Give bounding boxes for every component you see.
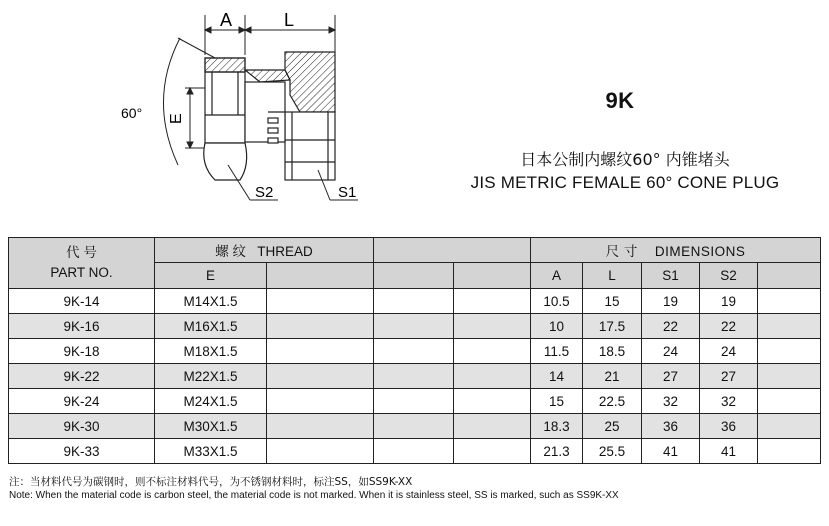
- cell-thread: M16X1.5: [155, 314, 267, 339]
- s1-label: S1: [338, 184, 357, 201]
- cell-s1: 32: [642, 389, 700, 414]
- cell-l: 25.5: [583, 439, 642, 464]
- cell-a: 18.3: [531, 414, 583, 439]
- cell-thread: M22X1.5: [155, 364, 267, 389]
- cell-blank: [758, 289, 821, 314]
- product-title-en: JIS METRIC FEMALE 60° CONE PLUG: [470, 173, 780, 192]
- blank-sub-header-4: [758, 263, 821, 289]
- cell-blank: [267, 339, 374, 364]
- product-code: 9K: [605, 88, 635, 113]
- cell-blank: [758, 414, 821, 439]
- table-row: [9, 289, 821, 314]
- blank-sub-header-1: [267, 263, 374, 289]
- part-no-header-cn: 代 号: [66, 245, 97, 260]
- note-chinese: 注：当材料代号为碳钢时，则不标注材料代号，为不锈钢材料时，标注SS，如SS9K-XX: [9, 476, 413, 488]
- note-english: Note: When the material code is carbon steel, the material code is not marked. When it is stainless steel, SS is marked, such as SS9K-XX: [9, 490, 619, 501]
- cell-s1: 27: [642, 364, 700, 389]
- cell-thread: M33X1.5: [155, 439, 267, 464]
- cell-l: 17.5: [583, 314, 642, 339]
- cell-s2: 41: [700, 439, 758, 464]
- cell-thread: M18X1.5: [155, 339, 267, 364]
- cell-blank: [267, 364, 374, 389]
- cell-blank: [758, 364, 821, 389]
- cell-s2: 22: [700, 314, 758, 339]
- cell-blank: [454, 364, 531, 389]
- part-no-header: [9, 238, 155, 289]
- cell-s2: 36: [700, 414, 758, 439]
- thread-sub-header: E: [155, 263, 267, 289]
- cell-s2: 24: [700, 339, 758, 364]
- cell-thread: M24X1.5: [155, 389, 267, 414]
- cell-s1: 41: [642, 439, 700, 464]
- cell-blank: [758, 339, 821, 364]
- cell-blank: [454, 289, 531, 314]
- cell-blank: [374, 314, 454, 339]
- cell-blank: [454, 414, 531, 439]
- product-title-cn: 日本公制内螺纹60° 内锥堵头: [520, 150, 730, 169]
- blank-sub-header-3: [454, 263, 531, 289]
- part-no-header-en: PART NO.: [50, 265, 113, 280]
- cell-part: 9K-33: [9, 439, 155, 464]
- cell-a: 15: [531, 389, 583, 414]
- cell-s1: 36: [642, 414, 700, 439]
- cell-blank: [267, 289, 374, 314]
- blank-sub-header-2: [374, 263, 454, 289]
- cell-part: 9K-30: [9, 414, 155, 439]
- cell-s1: 22: [642, 314, 700, 339]
- cell-blank: [374, 414, 454, 439]
- table-row: [9, 414, 821, 439]
- angle-label: 60°: [121, 105, 143, 121]
- cell-part: 9K-24: [9, 389, 155, 414]
- cell-blank: [267, 389, 374, 414]
- cell-l: 21: [583, 364, 642, 389]
- cell-part: 9K-18: [9, 339, 155, 364]
- cell-blank: [374, 439, 454, 464]
- col-header-s2: S2: [700, 263, 758, 289]
- cell-l: 25: [583, 414, 642, 439]
- plug-body: [204, 52, 335, 180]
- cell-s2: 27: [700, 364, 758, 389]
- cell-l: 22.5: [583, 389, 642, 414]
- cell-thread: M14X1.5: [155, 289, 267, 314]
- cell-part: 9K-14: [9, 289, 155, 314]
- cell-blank: [758, 439, 821, 464]
- dimensions-header: 尺 寸 DIMENSIONS: [531, 238, 821, 263]
- cell-blank: [454, 314, 531, 339]
- cell-blank: [374, 364, 454, 389]
- cell-a: 10.5: [531, 289, 583, 314]
- cell-blank: [374, 389, 454, 414]
- blank-header: [374, 238, 531, 263]
- cell-l: 15: [583, 289, 642, 314]
- cell-a: 14: [531, 364, 583, 389]
- cell-blank: [374, 289, 454, 314]
- cell-blank: [454, 439, 531, 464]
- cell-part: 9K-22: [9, 364, 155, 389]
- cell-s1: 19: [642, 289, 700, 314]
- table-row: [9, 389, 821, 414]
- cell-blank: [454, 339, 531, 364]
- table-row: [9, 439, 821, 464]
- col-header-s1: S1: [642, 263, 700, 289]
- s2-label: S2: [255, 184, 274, 201]
- cell-blank: [267, 439, 374, 464]
- thread-header: 螺 纹 THREAD: [155, 238, 374, 263]
- cell-part: 9K-16: [9, 314, 155, 339]
- cell-s1: 24: [642, 339, 700, 364]
- table-row: [9, 314, 821, 339]
- cell-a: 10: [531, 314, 583, 339]
- cell-a: 11.5: [531, 339, 583, 364]
- dim-a-label: A: [220, 10, 233, 30]
- spec-table: [8, 237, 821, 464]
- dim-l-label: L: [284, 10, 295, 30]
- cell-blank: [758, 389, 821, 414]
- cell-l: 18.5: [583, 339, 642, 364]
- dim-e-label: E: [168, 113, 185, 124]
- fitting-drawing: [110, 0, 410, 215]
- cell-blank: [267, 314, 374, 339]
- cell-s2: 19: [700, 289, 758, 314]
- cell-blank: [758, 314, 821, 339]
- cell-blank: [454, 389, 531, 414]
- table-row: [9, 339, 821, 364]
- cell-thread: M30X1.5: [155, 414, 267, 439]
- cell-s2: 32: [700, 389, 758, 414]
- cell-a: 21.3: [531, 439, 583, 464]
- cell-blank: [374, 339, 454, 364]
- table-row: [9, 364, 821, 389]
- cell-blank: [267, 414, 374, 439]
- col-header-l: L: [583, 263, 642, 289]
- col-header-a: A: [531, 263, 583, 289]
